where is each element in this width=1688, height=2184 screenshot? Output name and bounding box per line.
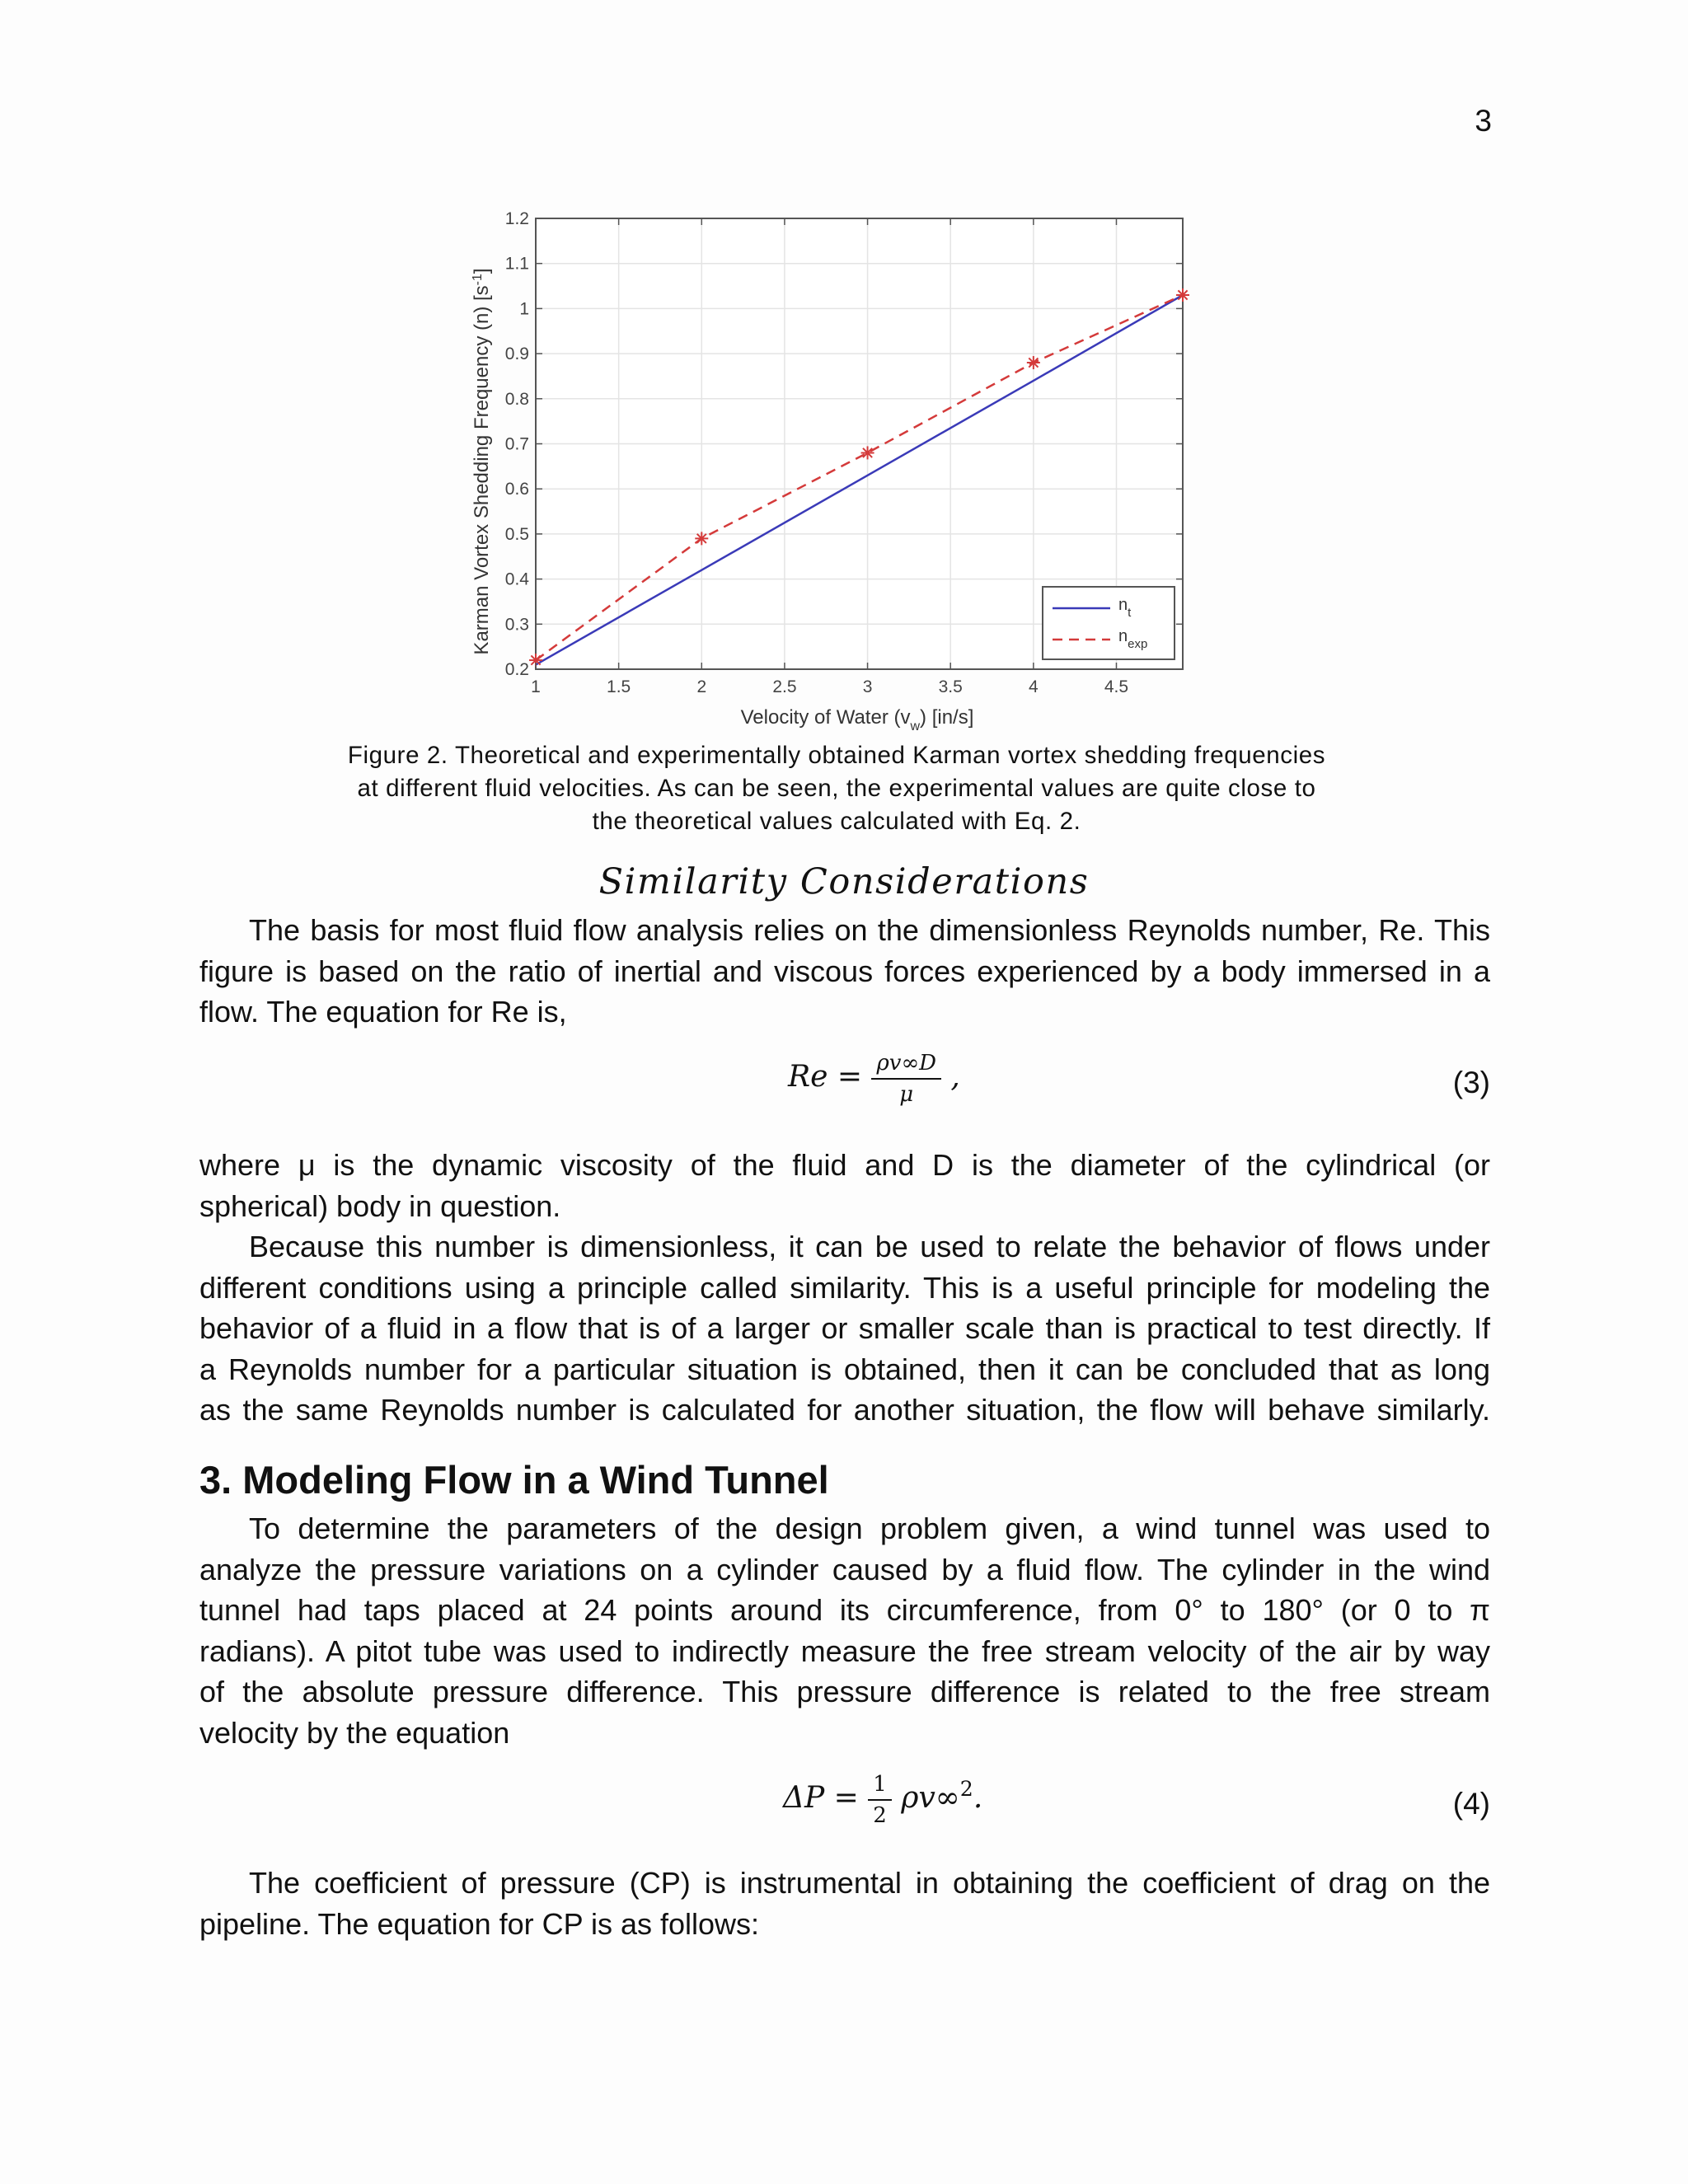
x-tick-label: 1.5 (607, 677, 631, 696)
paragraph-line: of the absolute pressure difference. This pressure difference is related to the free stream (199, 1675, 1490, 1708)
section-3-paragraph-2 (199, 1863, 1490, 1944)
paragraph-line: velocity by the equation (199, 1715, 510, 1750)
caption-line: at different fluid velocities. As can be seen, the experimental values are quite close to (357, 775, 1316, 802)
y-tick-label: 0.5 (504, 524, 529, 544)
similarity-paragraph-1 (199, 910, 1490, 1033)
equation-4-body (783, 1772, 982, 1828)
paragraph-line: Because this number is dimensionless, it can be used to relate the behavior of flows under (249, 1230, 1490, 1263)
legend-label: $n_t$ (1118, 596, 1132, 620)
y-tick-label: 0.8 (504, 389, 529, 409)
equation-4-number: (4) (1452, 1787, 1490, 1821)
paragraph-line: a Reynolds number for a particular situation is obtained, then it can be concluded that as long (199, 1352, 1490, 1386)
eq3-numerator: ρv∞D (871, 1051, 940, 1080)
section-3-heading: 3. Modeling Flow in a Wind Tunnel (199, 1458, 829, 1502)
eq3-tail: , (950, 1060, 960, 1094)
figure-2-chart (462, 198, 1203, 733)
y-tick-label: 1 (519, 299, 529, 319)
x-tick-label: 3.5 (938, 677, 963, 696)
paragraph-line: different conditions using a principle called similarity. This is a useful principle for modeling the (199, 1270, 1490, 1305)
x-tick-label: 2 (696, 677, 707, 696)
similarity-paragraph-3 (199, 1226, 1490, 1431)
y-tick-label: 0.9 (504, 344, 529, 364)
chart-svg (462, 198, 1203, 733)
x-tick-label: 4.5 (1104, 677, 1129, 696)
paragraph-line: tunnel had taps placed at 24 points around its circumference, from 0° to 180° (or 0 to π (199, 1593, 1490, 1627)
data-point-n_exp (861, 446, 874, 459)
y-tick-label: 0.3 (504, 615, 529, 635)
similarity-title: Similarity Considerations (598, 861, 1090, 902)
x-tick-label: 4 (1029, 677, 1039, 696)
data-point-n_exp (695, 532, 708, 545)
paragraph-line: where μ is the dynamic viscosity of the fluid and D is the diameter of the cylindrical (or (199, 1148, 1490, 1182)
legend-label: $n_{exp}$ (1118, 627, 1148, 651)
x-tick-label: 1 (531, 677, 541, 696)
figure-caption (330, 739, 1343, 838)
eq3-denominator: μ (899, 1082, 914, 1107)
equation-3-number: (3) (1452, 1066, 1490, 1099)
y-tick-label: 0.4 (504, 569, 529, 589)
section-3-paragraph-1 (199, 1508, 1490, 1753)
page-number: 3 (1475, 104, 1492, 138)
eq4-numerator: 1 (868, 1772, 892, 1801)
paragraph-line: The coefficient of pressure (CP) is instrumental in obtaining the coefficient of drag on the (249, 1866, 1490, 1900)
paragraph-line: as the same Reynolds number is calculated for another situation, the flow will behave similarly. (199, 1393, 1490, 1427)
similarity-paragraph-2 (199, 1145, 1490, 1226)
eq4-tail: . (973, 1781, 983, 1815)
x-axis-label: Velocity of Water $(v_w)$ [in/s] (740, 706, 974, 733)
eq4-denominator: 2 (873, 1803, 887, 1828)
chart-legend (1043, 587, 1175, 659)
legend-box (1043, 587, 1175, 659)
y-tick-label: 0.2 (504, 660, 529, 679)
paragraph-line: The basis for most fluid flow analysis relies on the dimensionless Reynolds number, Re. This (249, 913, 1490, 947)
equation-3-body (788, 1051, 960, 1107)
equation-4 (199, 1772, 1490, 1838)
paragraph-line: radians). A pitot tube was used to indirectly measure the free stream velocity of the air by way (199, 1633, 1490, 1668)
paragraph-line: spherical) body in question. (199, 1188, 561, 1223)
y-tick-label: 1.1 (504, 254, 529, 274)
paragraph-line: flow. The equation for Re is, (199, 995, 567, 1029)
y-tick-label: 1.2 (504, 209, 529, 228)
eq4-fraction (868, 1772, 892, 1828)
caption-line: Figure 2. Theoretical and experimentally obtained Karman vortex shedding frequencies (347, 742, 1326, 769)
eq4-rhs: ρv∞ (901, 1781, 960, 1815)
x-tick-label: 2.5 (772, 677, 797, 696)
y-tick-label: 0.6 (504, 480, 529, 499)
y-axis-label: Karman Vortex Shedding Frequency (n) $[s^{-1}]$ (471, 268, 493, 655)
y-tick-label: 0.7 (504, 434, 529, 454)
paragraph-line: pipeline. The equation for CP is as follows: (199, 1906, 760, 1941)
x-tick-label: 3 (862, 677, 873, 696)
paragraph-line: behavior of a fluid in a flow that is of a larger or smaller scale than is practical to test directly. If (199, 1311, 1490, 1345)
caption-line: the theoretical values calculated with Eq. 2. (592, 808, 1081, 835)
eq3-fraction (871, 1051, 940, 1107)
eq3-lhs: Re = (788, 1060, 863, 1094)
equation-3 (199, 1051, 1490, 1117)
eq4-exponent: 2 (959, 1777, 973, 1801)
paragraph-line: figure is based on the ratio of inertial and viscous forces experienced by a body immersed in a (199, 954, 1490, 988)
paragraph-line: analyze the pressure variations on a cylinder caused by a fluid flow. The cylinder in the wind (199, 1552, 1490, 1586)
paragraph-line: To determine the parameters of the design problem given, a wind tunnel was used to (249, 1511, 1490, 1545)
eq4-lhs: ΔP = (783, 1781, 859, 1815)
